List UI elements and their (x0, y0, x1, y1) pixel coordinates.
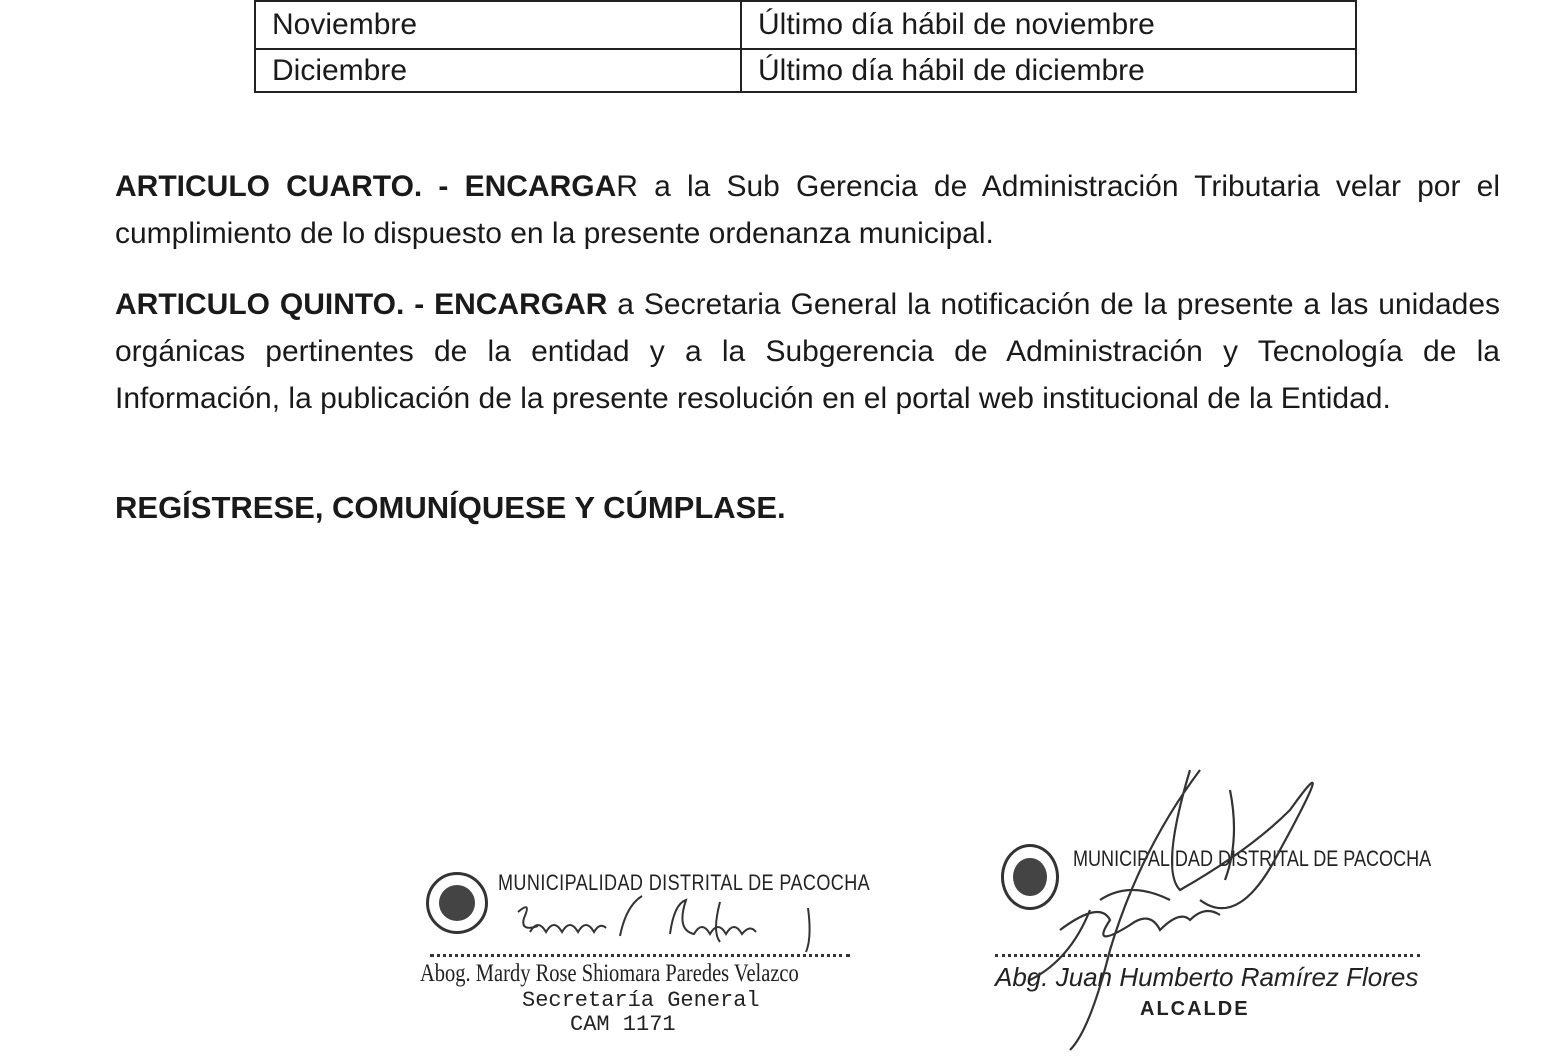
table-row (255, 49, 1356, 92)
article-quinto (115, 281, 1500, 422)
signature-block-secretary (420, 860, 871, 1050)
signature-line (995, 954, 1420, 957)
signature-line (430, 954, 850, 957)
closing-statement: REGÍSTRESE, COMUNÍQUESE Y CÚMPLASE. (115, 490, 786, 525)
municipality-stamp: MUNICIPALIDAD DISTRITAL DE PACOCHA (1073, 846, 1432, 871)
schedule-table (254, 0, 1357, 93)
signer-role: Secretaría General (522, 988, 760, 1013)
table-cell-deadline: Último día hábil de noviembre (741, 1, 1356, 49)
article-heading: ARTICULO QUINTO. - ENCARGAR (115, 288, 608, 321)
signer-name: Abg. Juan Humberto Ramírez Flores (995, 962, 1419, 992)
article-cuarto (115, 163, 1500, 257)
municipal-seal-icon (1001, 844, 1059, 910)
table-cell-month: Noviembre (255, 1, 741, 49)
table-cell-month: Diciembre (255, 49, 741, 92)
signer-name: Abog. Mardy Rose Shiomara Paredes Velazco (420, 960, 799, 987)
article-heading-tail: R (616, 170, 638, 203)
signer-role: ALCALDE (1140, 998, 1250, 1020)
municipal-seal-icon (426, 872, 488, 934)
article-heading: ARTICULO CUARTO. - ENCARGA (115, 170, 617, 203)
municipality-stamp: MUNICIPALIDAD DISTRITAL DE PACOCHA (498, 870, 871, 895)
table-row (255, 1, 1356, 49)
article-body: a Secretaria General la notificación de la presente a las unidades orgánicas pertinentes de la entidad y a la Subgerencia de Administración y Tecnología de la Información, la publicación de la presente resolución en el portal web institucional de la Entidad. (115, 288, 1500, 415)
article-body: a la Sub Gerencia de Administración Tributaria velar por el cumplimiento de lo dispuesto en la presente ordenanza municipal. (115, 170, 1500, 250)
signature-block-mayor (995, 830, 1432, 1030)
signer-registration: CAM 1171 (570, 1012, 676, 1037)
table-cell-deadline: Último día hábil de diciembre (741, 49, 1356, 92)
